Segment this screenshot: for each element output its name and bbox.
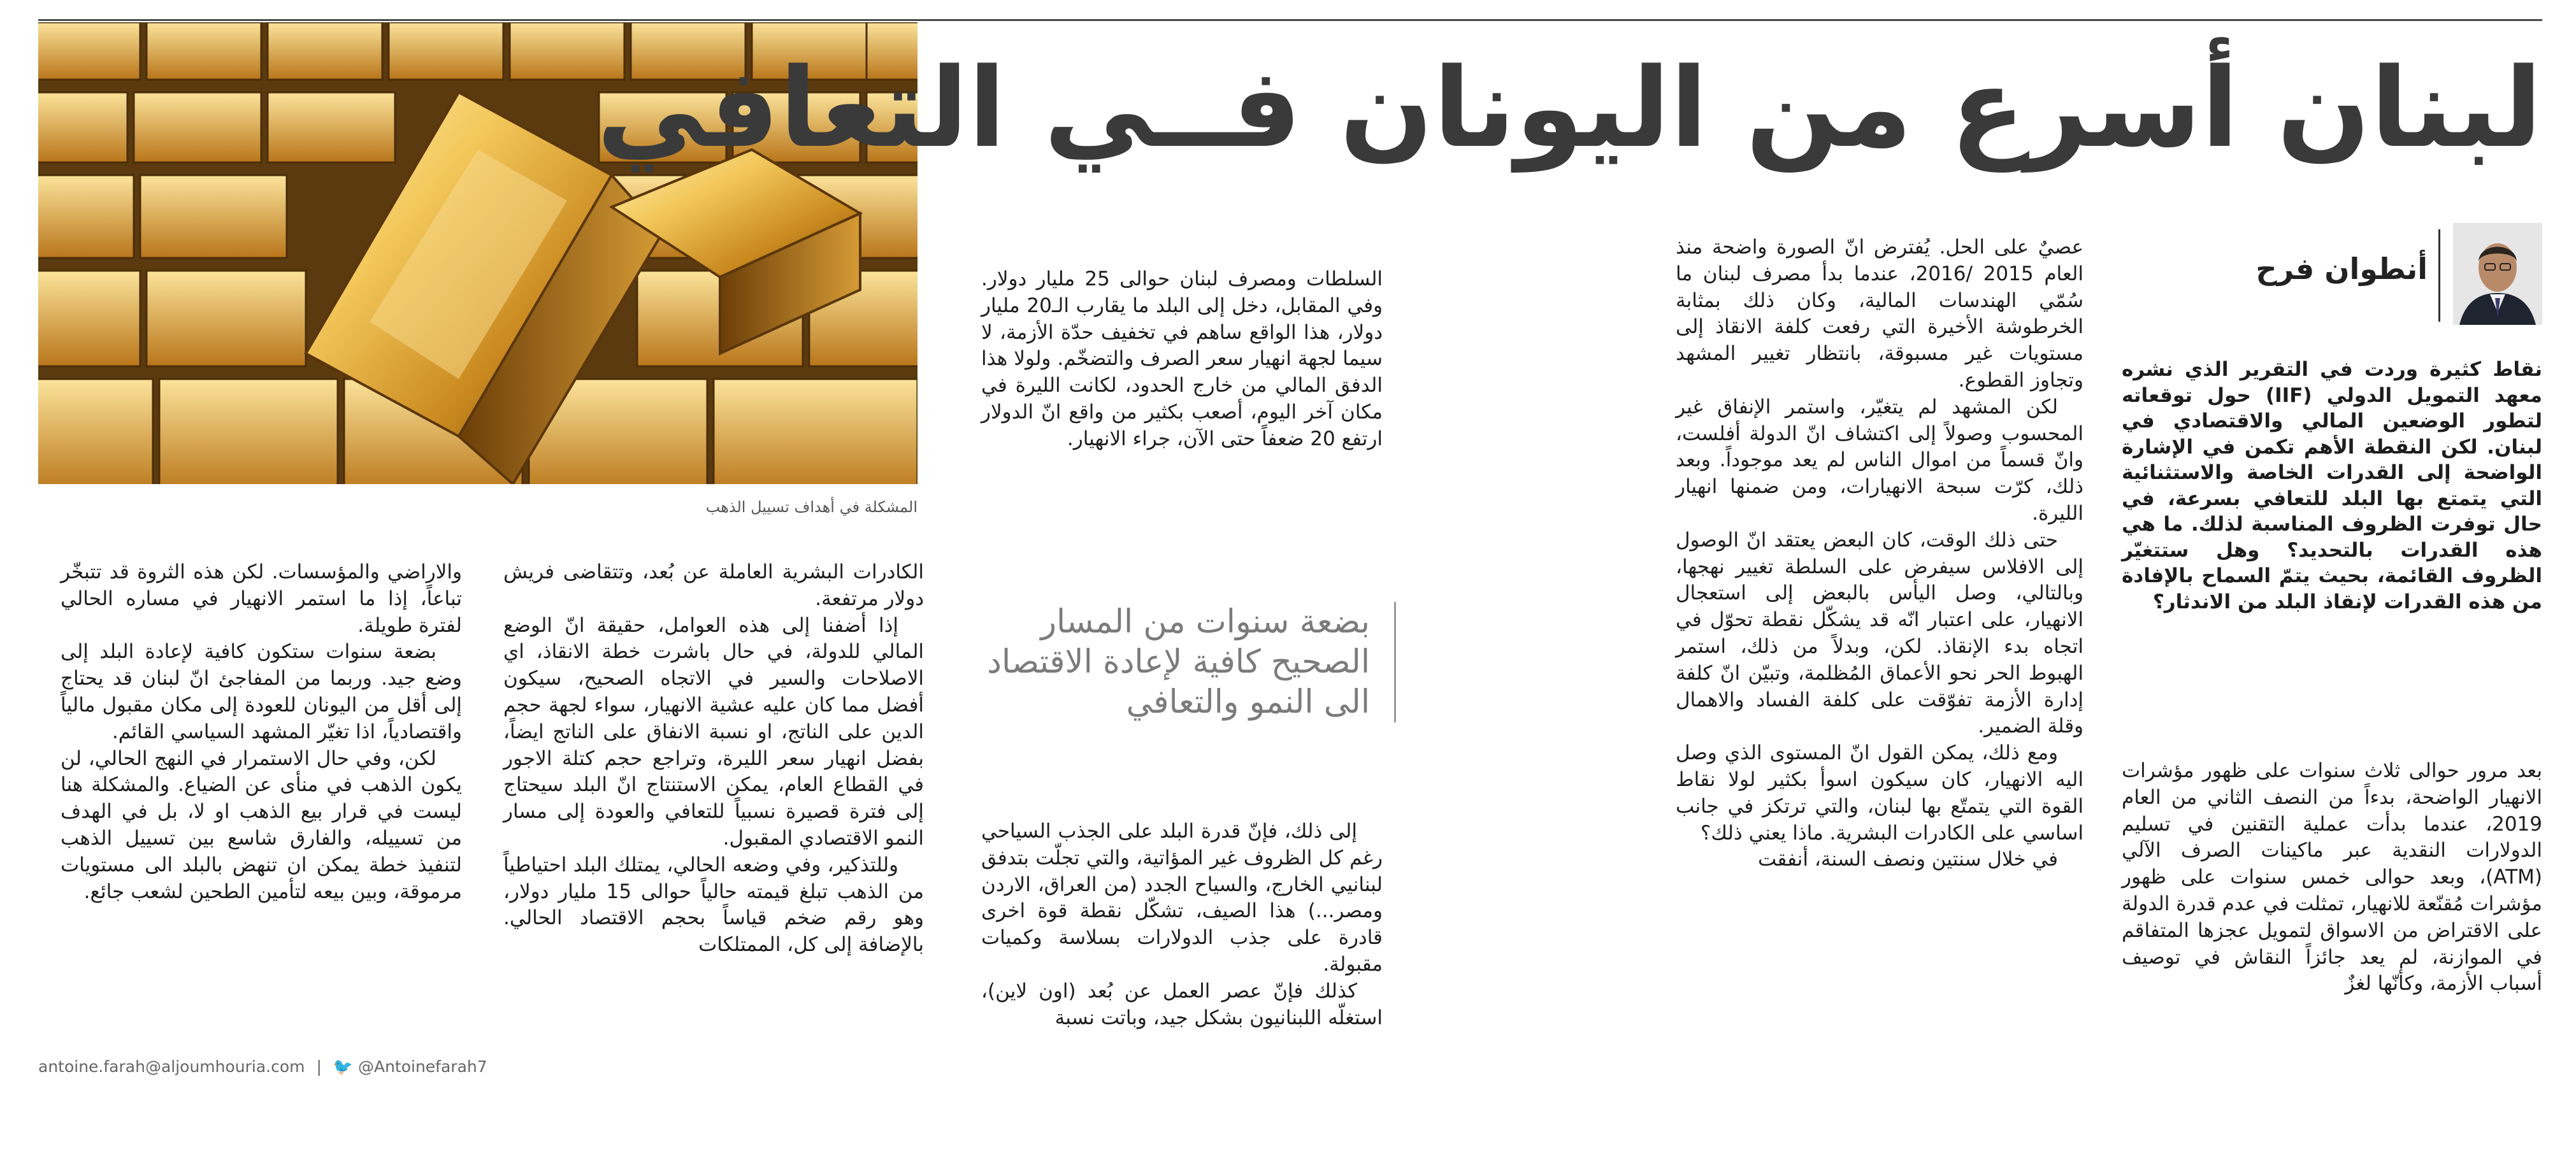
- photo-caption: المشكلة في أهداف تسييل الذهب: [705, 498, 917, 516]
- column-5-paragraph: بضعة سنوات ستكون كافية لإعادة البلد إلى وضع جيد. وربما من المفاجئ انّ لبنان قد يحتاج إلى أقل من اليونان للعودة إلى مكان مقبول مالياً واقتصادياً، اذا تغيّر المشهد السياسي القائم.: [61, 640, 462, 743]
- column-2-paragraph: لكن المشهد لم يتغيّر، واستمر الإنفاق غير المحسوب وصولاً إلى اكتشاف انّ الدولة أفلست، وانّ قسماً من اموال الناس لم يعد موجوداً. وبعد ذلك، كرّت سبحة الانهيارات، ومن ضمنها انهيار الليرة.: [1676, 395, 2083, 525]
- author-separator: [2438, 229, 2440, 322]
- column-3-paragraph: السلطات ومصرف لبنان حوالى 25 مليار دولار. وفي المقابل، دخل إلى البلد ما يقارب الـ20 مليار دولار، هذا الواقع ساهم في تخفيف حدّة الأزمة، لا سيما لجهة انهيار سعر الصرف والتضخّم. ولولا هذا الدفق المالي من خارج الحدود، لكانت الليرة في مكان آخر اليوم، أصعب بكثير من واقع انّ الدولار ارتفع 20 ضعفاً حتى الآن، جراء الانهيار.: [981, 268, 1383, 450]
- column-4-paragraph: وللتذكير، وفي وضعه الحالي، يمتلك البلد احتياطياً من الذهب تبلغ قيمته حالياً حوالى 15 مليار دولار، وهو رقم ضخم قياساً بحجم الاقتصاد الحالي. بالإضافة إلى كل، الممتلكات: [503, 853, 924, 957]
- column-2-paragraph: حتى ذلك الوقت، كان البعض يعتقد انّ الوصول إلى الافلاس سيفرض على السلطة تغيير نهجها، وبالتالي، وصل اليأس بالبعض إلى استعجال الانهيار، على اعتبار انّه قد يشكّل نقطة تحوّل في اتجاه بدء الإنقاذ. لكن، وبدلاً من ذلك، استمر الهبوط الحر نحو الأعماق المُظلمة، وتبيّن انّ كلفة إدارة الأزمة تفوّقت على كلفة الفساد والاهمال وقلة الضمير.: [1676, 528, 2083, 738]
- column-2-paragraph: ومع ذلك، يمكن القول انّ المستوى الذي وصل اليه الانهيار، كان سيكون اسوأ بكثير لولا نقاط القوة التي يتمتّع بها لبنان، والتي ترتكز في جانب اساسي على الكادرات البشرية. ماذا يعني ذلك؟: [1676, 741, 2083, 845]
- column-2: [1676, 234, 2083, 873]
- column-3-paragraph: إلى ذلك، فإنّ قدرة البلد على الجذب السياحي رغم كل الظروف غير المؤاتية، والتي تجلّت بتدفق لبنانيي الخارج، والسياح الجدد (من العراق، الاردن ومصر...) هذا الصيف، تشكّل نقطة قوة اخرى قادرة على جذب الدولارات بسلاسة وكميات مقبولة.: [981, 820, 1383, 976]
- column-4-paragraph: الكادرات البشرية العاملة عن بُعد، وتتقاضى فريش دولار مرتفعة.: [503, 561, 924, 610]
- pull-quote: بضعة سنوات من المسار الصحيح كافية لإعادة الاقتصاد الى النمو والتعافي: [981, 602, 1396, 722]
- headline: لبنان أسرع من اليونان فــي التعافي: [596, 44, 2542, 172]
- column-5-paragraph: لكن، وفي حال الاستمرار في النهج الحالي، لن يكون الذهب في منأى عن الضياع. والمشكلة هنا ليست في قرار بيع الذهب او لا، بل في الهدف من تسييله، والفارق شاسع بين تسييل الذهب لتنفيذ خطة يمكن ان تنهض بالبلد الى مستويات مرموقة، وبين بيعه لتأمين الطحين لشعب جائع.: [61, 747, 462, 903]
- column-3-paragraph: كذلك فإنّ عصر العمل عن بُعد (اون لاين)، استغلّه اللبنانيون بشكل جيد، وباتت نسبة: [981, 979, 1383, 1029]
- column-4-paragraph: إذا أضفنا إلى هذه العوامل، حقيقة انّ الوضع المالي للدولة، في حال باشرت خطة الانقاذ، اي الاصلاحات والسير في الاتجاه الصحيح، سيكون أفضل مما كان عليه عشية الانهيار، سواء لجهة حجم الدين على الناتج، او نسبة الانفاق على الناتج ايضاً، بفضل انهيار سعر الليرة، وتراجع حجم كتلة الاجور في القطاع العام، يمكن الاستنتاج انّ البلد سيحتاج إلى فترة قصيرة نسبياً للتعافي والعودة إلى مسار النمو الاقتصادي المقبول.: [503, 613, 924, 850]
- column-3-top: [981, 266, 1383, 453]
- column-2-paragraph: عصيٌ على الحل. يُفترض انّ الصورة واضحة منذ العام 2015 /2016، عندما بدأ مصرف لبنان ما سُمّي الهندسات المالية، وكان ذلك بمثابة الخرطوشة الأخيرة التي رفعت كلفة الانقاذ إلى مستويات غير مسبوقة، بانتظار تغيير المشهد وتجاوز القطوع.: [1676, 236, 2083, 392]
- twitter-icon: 🐦: [333, 1057, 354, 1076]
- column-1-paragraph: بعد مرور حوالى ثلاث سنوات على ظهور مؤشرات الانهيار الواضحة، بدءاً من النصف الثاني من العام 2019، عندما بدأت عملية التقنين في تسليم الدولارات النقدية عبر ماكينات الصرف الآلي (ATM)، وبعد حوالى خمس سنوات على ظهور مؤشرات مُقنّعة للانهيار، تمثلت في عدم قدرة الدولة على الاقتراض من الاسواق لتمويل عجزها المتفاقم في الموازنة، لم يعد جائزاً النقاش في توصيف أسباب الأزمة، وكأنّها لغزٌ: [2122, 759, 2542, 996]
- author-twitter[interactable]: @Antoinefarah7: [357, 1057, 487, 1076]
- column-1: [2122, 758, 2542, 997]
- author-email[interactable]: antoine.farah@aljoumhouria.com: [38, 1057, 305, 1076]
- top-rule: [38, 19, 2542, 21]
- footer-separator: |: [316, 1057, 322, 1076]
- author-photo: [2453, 223, 2542, 325]
- column-4: [503, 559, 924, 959]
- column-5: [61, 559, 462, 905]
- lead-paragraph: نقاط كثيرة وردت في التقرير الذي نشره معهد التمويل الدولي (IIF) حول توقعاته لتطور الوضعين المالي والاقتصادي في لبنان. لكن النقطة الأهم تكمن في الإشارة الواضحة إلى القدرات الخاصة والاستثنائية التي يتمتع بها البلد للتعافي بسرعة، في حال توفرت الظروف المناسبة لذلك. ما هي هذه القدرات بالتحديد؟ وهل ستتغيّر الظروف القائمة، بحيث يتمّ السماح بالإفادة من هذه القدرات لإنقاذ البلد من الاندثار؟: [2122, 358, 2542, 613]
- column-5-paragraph: والاراضي والمؤسسات. لكن هذه الثروة قد تتبخّر تباعاً، إذا ما استمر الانهيار في مساره الحالي لفترة طويلة.: [61, 561, 462, 637]
- author-byline: [2109, 223, 2542, 325]
- author-name: أنطوان فرح: [2256, 252, 2428, 286]
- column-3-bottom: [981, 818, 1383, 1031]
- column-2-paragraph: في خلال سنتين ونصف السنة، أنفقت: [1757, 848, 2058, 871]
- author-contact: [38, 1057, 487, 1076]
